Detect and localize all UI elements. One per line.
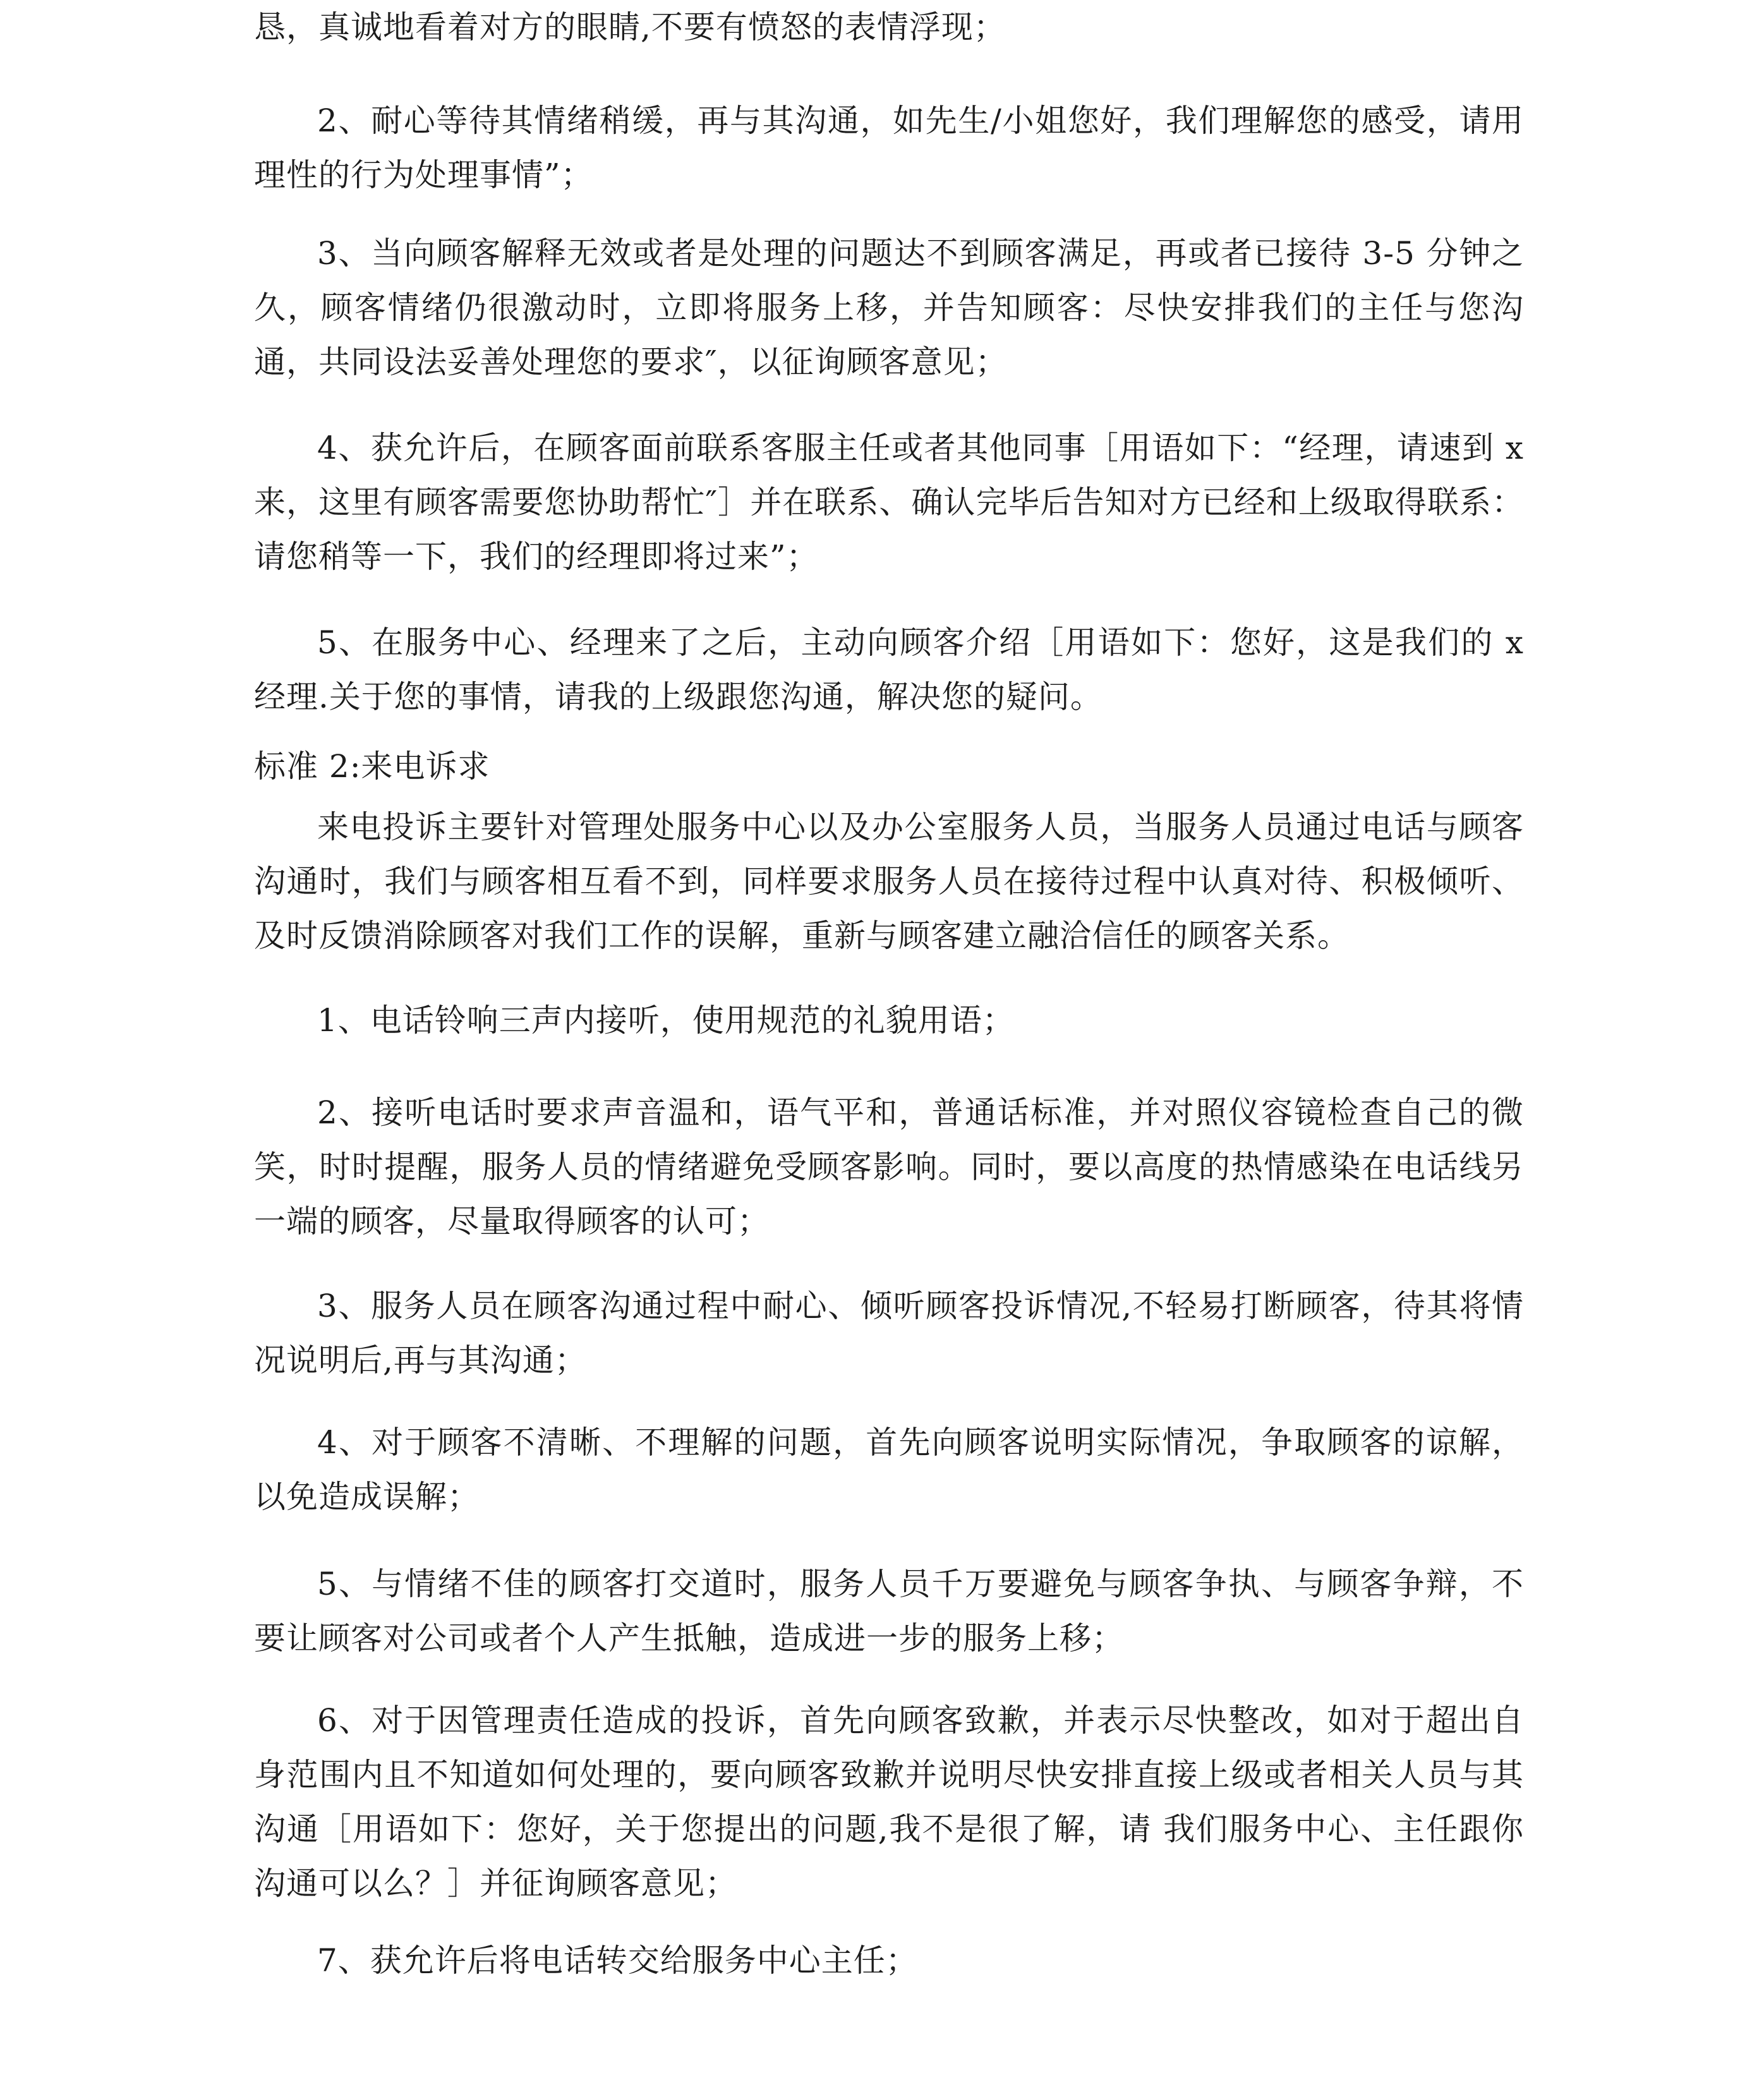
paragraph-item-5: 5、在服务中心、经理来了之后，主动向顾客介绍［用语如下：您好，这是我们的 x 经理.关于您的事情，请我的上级跟您沟通，解决您的疑问。 [254, 624, 1524, 715]
paragraph-continuation: 恳，真诚地看着对方的眼睛,不要有愤怒的表情浮现； [254, 9, 1006, 45]
paragraph-item-2: 2、耐心等待其情绪稍缓，再与其沟通，如先生/小姐您好，我们理解您的感受，请用理性的行为处理事情”； [254, 102, 1524, 193]
paragraph-item-5b: 5、与情绪不佳的顾客打交道时，服务人员千万要避免与顾客争执、与顾客争辩，不要让顾客对公司或者个人产生抵触，造成进一步的服务上移； [254, 1566, 1524, 1657]
paragraph-item-4b: 4、对于顾客不清晰、不理解的问题，首先向顾客说明实际情况，争取顾客的谅解，以免造成误解； [254, 1424, 1524, 1515]
paragraph-item-3b: 3、服务人员在顾客沟通过程中耐心、倾听顾客投诉情况,不轻易打断顾客，待其将情况说明后,再与其沟通； [254, 1288, 1524, 1379]
paragraph-item-1: 1、电话铃响三声内接听，使用规范的礼貌用语； [317, 1002, 1015, 1039]
paragraph-item-7b: 7、获允许后将电话转交给服务中心主任； [317, 1942, 918, 1979]
section-heading: 标准 2:来电诉求 [254, 748, 490, 785]
paragraph-item-3: 3、当向顾客解释无效或者是处理的问题达不到顾客满足，再或者已接待 3-5 分钟之久，顾客情绪仍很激动时，立即将服务上移，并告知顾客：尽快安排我们的主任与您沟通，共同设法妥善处理您的要求″，以征询顾客意见； [254, 235, 1524, 380]
paragraph-item-4: 4、获允许后，在顾客面前联系客服主任或者其他同事［用语如下：“经理，请速到 x 来，这里有顾客需要您协助帮忙″］并在联系、确认完毕后告知对方已经和上级取得联系： 请您稍等一下，我们的经理即将过来”； [254, 430, 1524, 575]
paragraph-intro: 来电投诉主要针对管理处服务中心以及办公室服务人员，当服务人员通过电话与顾客沟通时，我们与顾客相互看不到，同样要求服务人员在接待过程中认真对待、积极倾听、及时反馈消除顾客对我们工作的误解，重新与顾客建立融洽信任的顾客关系。 [254, 809, 1524, 954]
paragraph-item-2b: 2、接听电话时要求声音温和，语气平和，普通话标准，并对照仪容镜检查自己的微笑，时时提醒，服务人员的情绪避免受顾客影响。同时，要以高度的热情感染在电话线另一端的顾客，尽量取得顾客的认可； [254, 1094, 1524, 1240]
paragraph-item-6b: 6、对于因管理责任造成的投诉，首先向顾客致歉，并表示尽快整改，如对于超出自身范围内且不知道如何处理的，要向顾客致歉并说明尽快安排直接上级或者相关人员与其沟通［用语如下：您好，关于您提出的问题,我不是很了解，请 我们服务中心、主任跟你沟通可以么？］并征询顾客意见； [254, 1702, 1524, 1902]
